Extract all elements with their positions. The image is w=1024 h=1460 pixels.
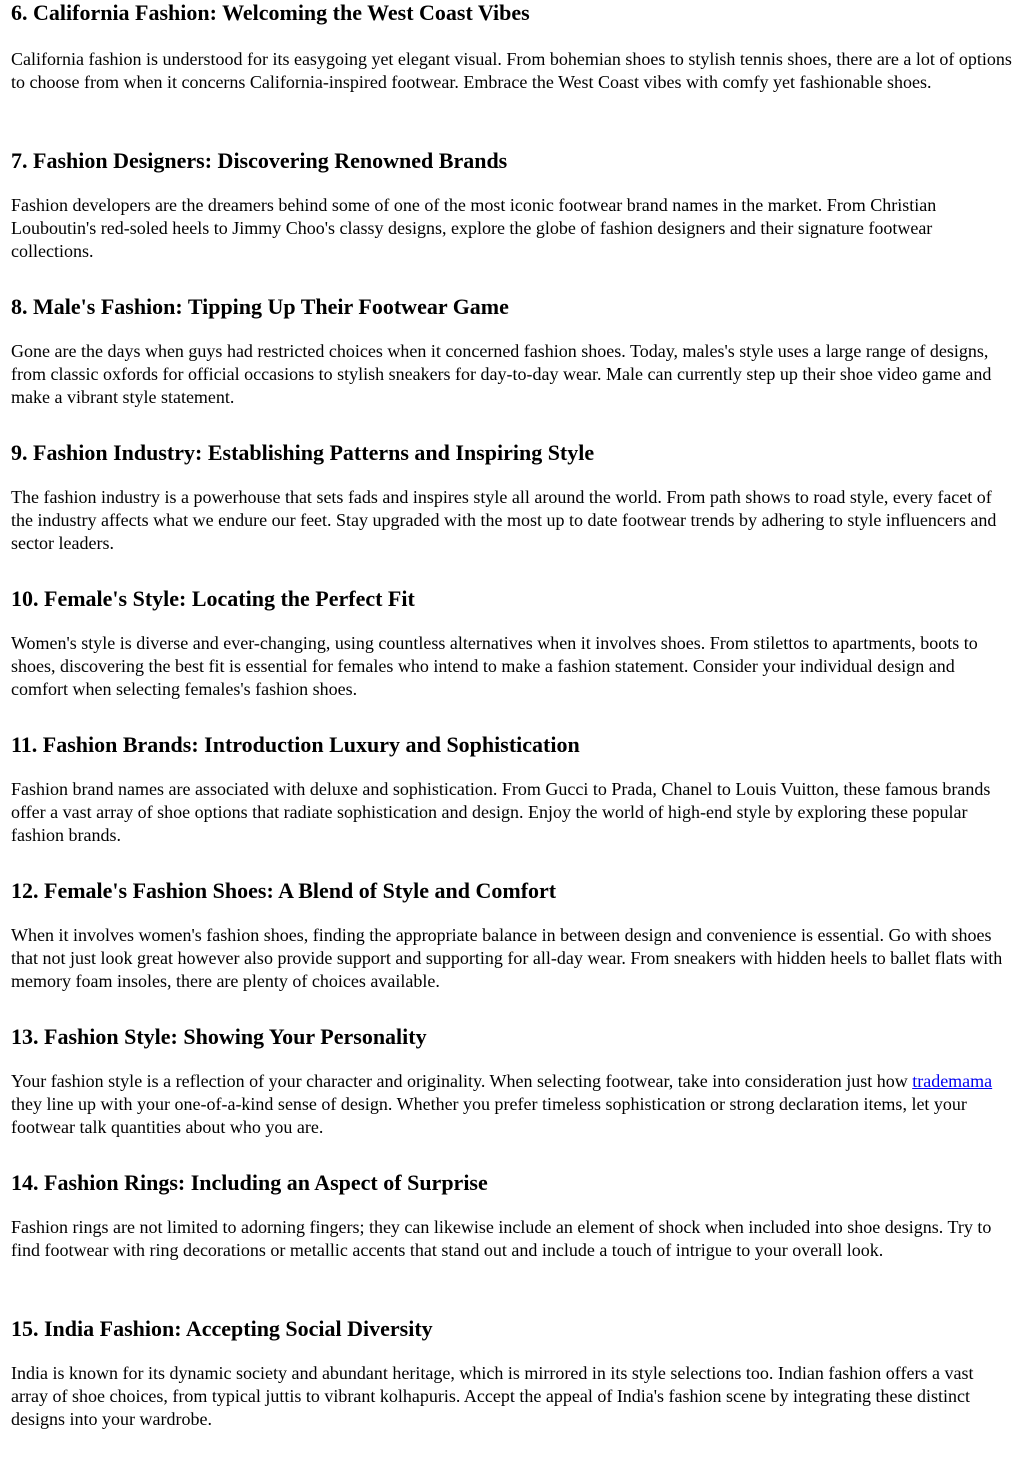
- section-body: Fashion rings are not limited to adorning fingers; they can likewise include an element of shock when included into shoe designs. Try to find footwear with ring decorations or metallic accents that stand out and include a touch of intrigue to your overall look.: [11, 1217, 992, 1260]
- section-body: California fashion is understood for its easygoing yet elegant visual. From bohemian shoes to stylish tennis shoes, there are a lot of options to choose from when it concerns California-inspired footwear. Embrace the West Coast vibes with comfy yet fashionable shoes.: [11, 49, 1012, 92]
- section-fashion-style: [11, 1022, 1014, 1168]
- section-india-fashion: [11, 1314, 1014, 1460]
- trademama-link[interactable]: trademama: [912, 1071, 993, 1091]
- section-body: Women's style is diverse and ever-changing, using countless alternatives when it involves shoes. From stilettos to apartments, boots to shoes, discovering the best fit is essential for females who intend to make a fashion statement. Consider your individual design and comfort when selecting females's fashion shoes.: [11, 633, 978, 699]
- section-womens-style: [11, 584, 1014, 730]
- section-heading: 6. California Fashion: Welcoming the West Coast Vibes: [11, 0, 530, 25]
- section-body: Gone are the days when guys had restricted choices when it concerned fashion shoes. Today, males's style uses a large range of designs, from classic oxfords for official occasions to stylish sneakers for day-to-day wear. Male can currently step up their shoe video game and make a vibrant style statement.: [11, 341, 992, 407]
- section-body: Fashion developers are the dreamers behind some of one of the most iconic footwear brand names in the market. From Christian Louboutin's red-soled heels to Jimmy Choo's classy designs, explore the globe of fashion designers and their signature footwear collections.: [11, 195, 937, 261]
- section-womens-fashion-shoes: [11, 876, 1014, 1022]
- section-heading: 9. Fashion Industry: Establishing Patterns and Inspiring Style: [11, 440, 595, 465]
- section-heading: 7. Fashion Designers: Discovering Renowned Brands: [11, 148, 508, 173]
- section-heading: 8. Male's Fashion: Tipping Up Their Footwear Game: [11, 294, 509, 319]
- section-heading: 15. India Fashion: Accepting Social Diversity: [11, 1316, 433, 1341]
- section-mens-fashion: [11, 292, 1014, 438]
- section-heading: 14. Fashion Rings: Including an Aspect of Surprise: [11, 1170, 488, 1195]
- section-heading: 10. Female's Style: Locating the Perfect Fit: [11, 586, 415, 611]
- section-california-fashion: [11, 0, 1014, 146]
- section-fashion-industry: [11, 438, 1014, 584]
- section-heading: 11. Fashion Brands: Introduction Luxury and Sophistication: [11, 732, 580, 757]
- section-body: The fashion industry is a powerhouse that sets fads and inspires style all around the world. From path shows to road style, every facet of the industry affects what we endure our feet. Stay upgraded with the most up to date footwear trends by adhering to style influencers and sector leaders.: [11, 487, 997, 553]
- section-body-text-before-link: Your fashion style is a reflection of your character and originality. When selecting footwear, take into consideration just how: [11, 1071, 913, 1091]
- section-body: [11, 1070, 1014, 1168]
- section-body: When it involves women's fashion shoes, finding the appropriate balance in between design and convenience is essential. Go with shoes that not just look great however also provide support and supporting for all-day wear. From sneakers with hidden heels to ballet flats with memory foam insoles, there are plenty of choices available.: [11, 925, 1003, 991]
- section-body-text-after-link: they line up with your one-of-a-kind sense of design. Whether you prefer timeless sophistication or strong declaration items, let your footwear talk quantities about who you are.: [11, 1094, 967, 1137]
- section-body: Fashion brand names are associated with deluxe and sophistication. From Gucci to Prada, Chanel to Louis Vuitton, these famous brands offer a vast array of shoe options that radiate sophistication and design. Enjoy the world of high-end style by exploring these popular fashion brands.: [11, 779, 991, 845]
- section-body: India is known for its dynamic society and abundant heritage, which is mirrored in its style selections too. Indian fashion offers a vast array of shoe choices, from typical juttis to vibrant kolhapuris. Accept the appeal of India's fashion scene by integrating these distinct designs into your wardrobe.: [11, 1363, 974, 1429]
- section-fashion-designers: [11, 146, 1014, 292]
- section-heading: 13. Fashion Style: Showing Your Personality: [11, 1024, 427, 1049]
- section-heading: 12. Female's Fashion Shoes: A Blend of Style and Comfort: [11, 878, 557, 903]
- section-fashion-rings: [11, 1168, 1014, 1314]
- section-fashion-brands: [11, 730, 1014, 876]
